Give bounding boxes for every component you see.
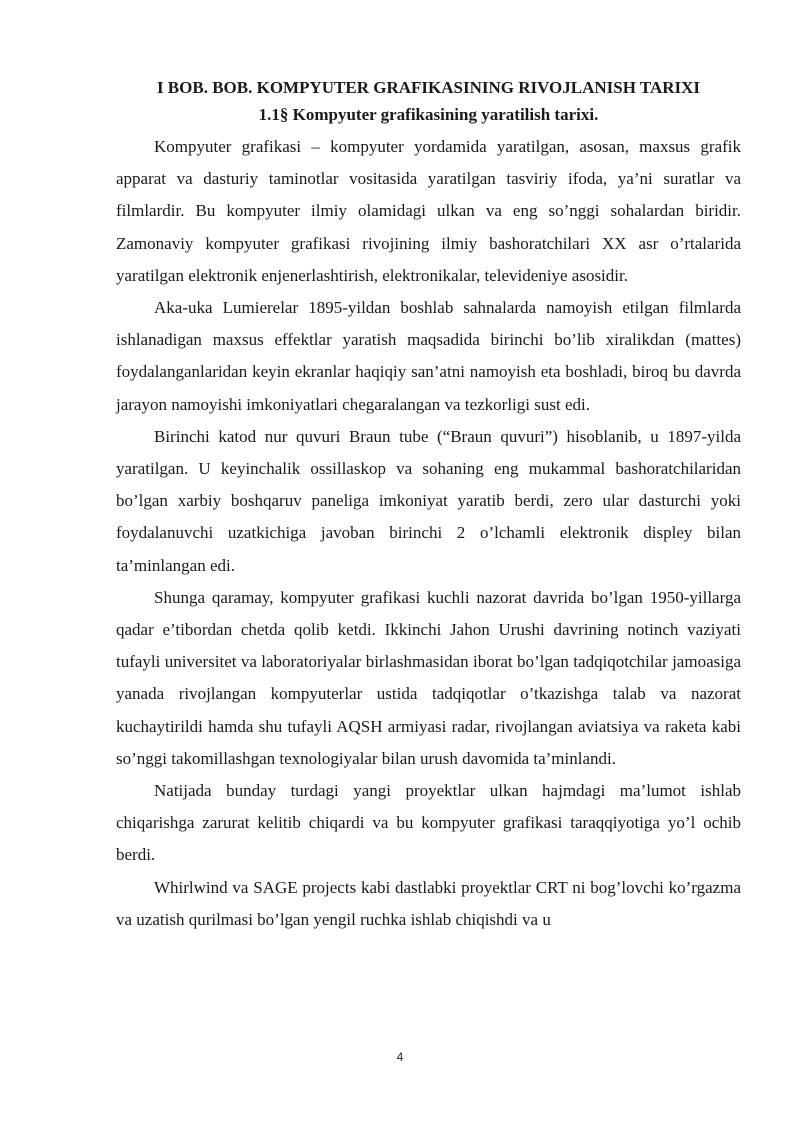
paragraph-3: Birinchi katod nur quvuri Braun tube (“Braun quvuri”) hisoblanib, u 1897-yilda yaratilgan. U keyinchalik ossillaskop va sohaning eng mukammal bashoratchilaridan bo’lgan xarbiy boshqaruv paneliga imkoniyat yaratib berdi, zero ular dasturchi yoki foydalanuvchi uzatkichiga javoban birinchi 2 o’lchamli elektronik displey bilan ta’minlangan edi. <box>116 426 741 575</box>
paragraph-1: Kompyuter grafikasi – kompyuter yordamida yaratilgan, asosan, maxsus grafik apparat va dasturiy taminotlar vositasida yaratilgan tasviriy ifoda, ya’ni suratlar va filmlardir. Bu kompyuter ilmiy olamidagi ulkan va eng so’nggi sohalardan biridir. Zamonaviy kompyuter grafikasi rivojining ilmiy bashoratchilari XX asr o’rtalarida yaratilgan elektronik enjenerlashtirish, elektronikalar, televideniye asosidir. <box>116 137 741 285</box>
paragraph-2: Aka-uka Lumierelar 1895-yildan boshlab sahnalarda namoyish etilgan filmlarda ishlanadigan maxsus effektlar yaratish maqsadida birinchi bo’lib xiralikdan (mattes) foydalanganlaridan keyin ekranlar haqiqiy san’atni namoyish eta boshladi, biroq bu davrda jarayon namoyishi imkoniyatlari chegaralangan va tezkorligi sust edi. <box>116 298 741 414</box>
page-content <box>116 74 741 936</box>
chapter-title: I BOB. BOB. KOMPYUTER GRAFIKASINING RIVOJLANISH TARIXI <box>156 78 701 97</box>
paragraph-6: Whirlwind va SAGE projects kabi dastlabki proyektlar CRT ni bog’lovchi ko’rgazma va uzatish qurilmasi bo’lgan yengil ruchka ishlab chiqishdi va u <box>116 877 741 929</box>
paragraph-5: Natijada bunday turdagi yangi proyektlar ulkan hajmdagi ma’lumot ishlab chiqarishga zarurat kelitib chiqardi va bu kompyuter grafikasi taraqqiyotiga yo’l ochib berdi. <box>116 781 741 865</box>
section-title: 1.1§ Kompyuter grafikasining yaratilish tarixi. <box>258 105 599 124</box>
paragraph-4: Shunga qaramay, kompyuter grafikasi kuchli nazorat davrida bo’lgan 1950-yillarga qadar e’tibordan chetda qolib ketdi. Ikkinchi Jahon Urushi davrining notinch vaziyati tufayli universitet va laboratoriyalar birlashmasidan iborat bo’lgan tadqiqotchilar jamoasiga yanada rivojlangan kompyuterlar ustida tadqiqotlar o’tkazishga talab va nazorat kuchaytirildi hamda shu tufayli AQSH armiyasi radar, rivojlangan aviatsiya va raketa kabi so’nggi takomillashgan texnologiyalar bilan urush davomida ta’minlandi. <box>116 587 741 768</box>
page-number: 4 <box>396 1050 404 1064</box>
